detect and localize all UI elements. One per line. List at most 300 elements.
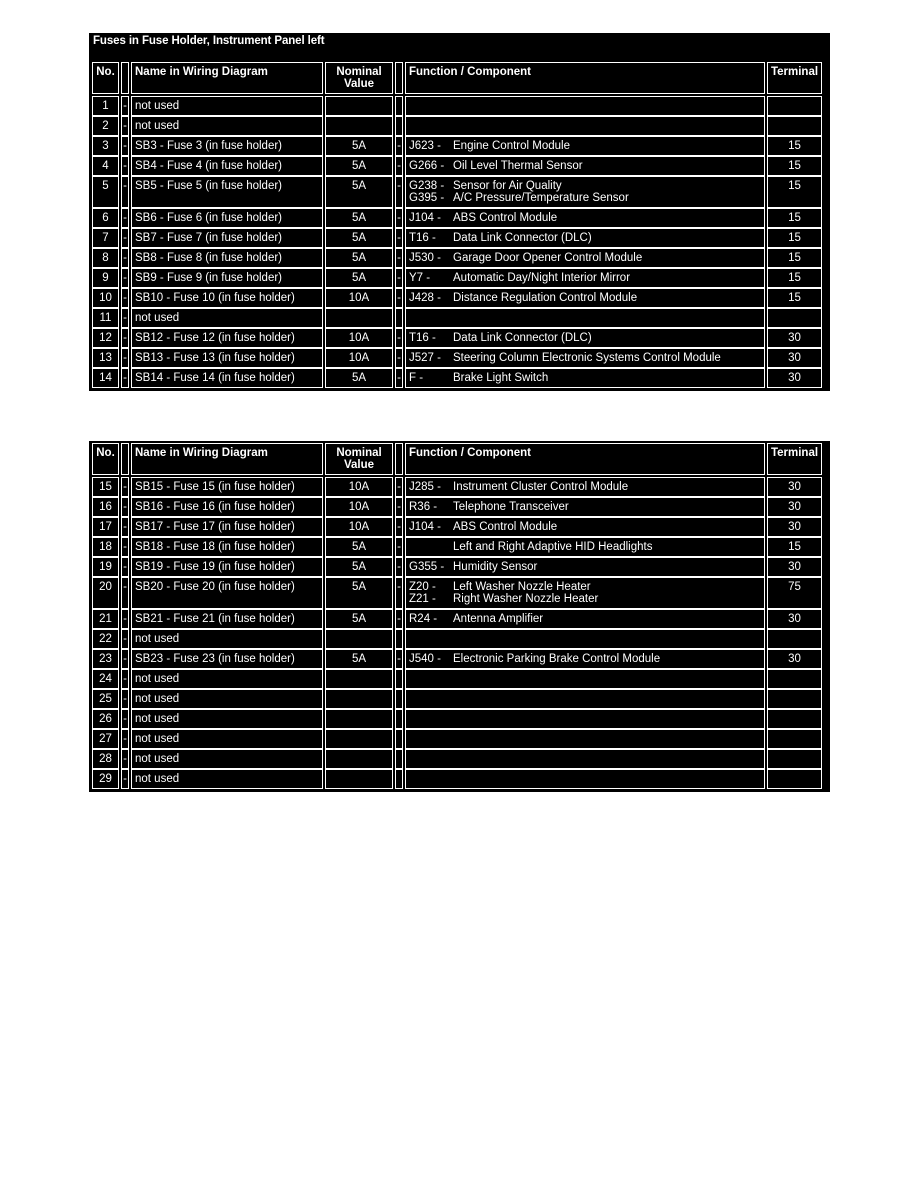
component-description: Garage Door Opener Control Module — [453, 252, 643, 264]
fuse-number: 17 — [92, 517, 119, 537]
function-component — [405, 609, 765, 629]
component-line — [409, 561, 764, 573]
header-name: Name in Wiring Diagram — [131, 443, 323, 475]
component-description: Sensor for Air Quality — [453, 180, 562, 192]
function-component — [405, 669, 765, 689]
fuse-number: 29 — [92, 769, 119, 789]
table-row — [89, 96, 830, 116]
table-row — [89, 517, 830, 537]
function-dash: - — [395, 557, 403, 577]
function-dash: - — [395, 477, 403, 497]
nominal-value — [325, 308, 393, 328]
fuse-number: 20 — [92, 577, 119, 609]
wiring-diagram-name: SB18 - Fuse 18 (in fuse holder) — [131, 537, 323, 557]
header-nominal-value — [325, 62, 393, 94]
table-row — [89, 497, 830, 517]
nominal-value: 5A — [325, 136, 393, 156]
terminal — [767, 96, 822, 116]
function-component — [405, 517, 765, 537]
header-function: Function / Component — [405, 62, 765, 94]
function-component — [405, 268, 765, 288]
fuse-number: 23 — [92, 649, 119, 669]
row-dash: - — [121, 208, 129, 228]
nominal-value: 10A — [325, 328, 393, 348]
fuse-number: 6 — [92, 208, 119, 228]
row-dash: - — [121, 629, 129, 649]
component-line — [409, 252, 764, 264]
row-dash: - — [121, 288, 129, 308]
fuse-number: 22 — [92, 629, 119, 649]
component-code: J428 - — [409, 292, 441, 304]
component-code: Y7 - — [409, 272, 431, 284]
header-no: No. — [92, 62, 119, 94]
component-description: Humidity Sensor — [453, 561, 538, 573]
wiring-diagram-name: not used — [131, 749, 323, 769]
fuse-number: 25 — [92, 689, 119, 709]
row-dash: - — [121, 116, 129, 136]
header-function: Function / Component — [405, 443, 765, 475]
function-component — [405, 769, 765, 789]
header-spacer — [395, 62, 403, 94]
function-component — [405, 629, 765, 649]
fuse-number: 8 — [92, 248, 119, 268]
component-line — [409, 232, 764, 244]
header-name: Name in Wiring Diagram — [131, 62, 323, 94]
table-row — [89, 308, 830, 328]
fuse-number: 11 — [92, 308, 119, 328]
nominal-value: 5A — [325, 649, 393, 669]
table-row — [89, 208, 830, 228]
function-component — [405, 709, 765, 729]
component-code: J527 - — [409, 352, 441, 364]
terminal — [767, 669, 822, 689]
nominal-value — [325, 709, 393, 729]
table-row — [89, 649, 830, 669]
wiring-diagram-name: not used — [131, 116, 323, 136]
table-row — [89, 156, 830, 176]
function-dash: - — [395, 328, 403, 348]
row-dash: - — [121, 537, 129, 557]
function-dash — [395, 749, 403, 769]
table-row — [89, 749, 830, 769]
terminal: 15 — [767, 228, 822, 248]
wiring-diagram-name: SB3 - Fuse 3 (in fuse holder) — [131, 136, 323, 156]
function-component — [405, 136, 765, 156]
table-row — [89, 769, 830, 789]
terminal — [767, 769, 822, 789]
component-code: T16 - — [409, 232, 436, 244]
function-dash — [395, 709, 403, 729]
component-description: Automatic Day/Night Interior Mirror — [453, 272, 631, 284]
table-row — [89, 328, 830, 348]
wiring-diagram-name: SB15 - Fuse 15 (in fuse holder) — [131, 477, 323, 497]
fuse-number: 9 — [92, 268, 119, 288]
nominal-value — [325, 669, 393, 689]
table-row — [89, 689, 830, 709]
row-dash: - — [121, 497, 129, 517]
component-line — [409, 160, 764, 172]
component-code: Z20 - — [409, 581, 436, 593]
component-line — [409, 352, 764, 364]
component-description: Distance Regulation Control Module — [453, 292, 638, 304]
row-dash: - — [121, 136, 129, 156]
terminal: 30 — [767, 348, 822, 368]
function-component — [405, 228, 765, 248]
component-code: J623 - — [409, 140, 441, 152]
component-line — [409, 212, 764, 224]
header-terminal: Terminal — [767, 443, 822, 475]
component-line — [409, 272, 764, 284]
wiring-diagram-name: SB16 - Fuse 16 (in fuse holder) — [131, 497, 323, 517]
component-line — [409, 481, 764, 493]
function-dash — [395, 729, 403, 749]
row-dash: - — [121, 609, 129, 629]
terminal: 30 — [767, 609, 822, 629]
nominal-value: 5A — [325, 208, 393, 228]
table-row — [89, 669, 830, 689]
terminal: 30 — [767, 368, 822, 388]
nominal-value: 10A — [325, 348, 393, 368]
function-component — [405, 497, 765, 517]
component-line — [409, 613, 764, 625]
component-line — [409, 332, 764, 344]
fuse-number: 4 — [92, 156, 119, 176]
component-description: Antenna Amplifier — [453, 613, 544, 625]
terminal: 15 — [767, 268, 822, 288]
header-nominal-value — [325, 443, 393, 475]
row-dash: - — [121, 749, 129, 769]
component-description: Left Washer Nozzle Heater — [453, 581, 591, 593]
component-description: Engine Control Module — [453, 140, 570, 152]
header-spacer — [121, 62, 129, 94]
component-code: J530 - — [409, 252, 441, 264]
component-code: G238 - — [409, 180, 445, 192]
function-dash: - — [395, 517, 403, 537]
wiring-diagram-name: SB12 - Fuse 12 (in fuse holder) — [131, 328, 323, 348]
row-dash: - — [121, 669, 129, 689]
fuse-number: 18 — [92, 537, 119, 557]
row-dash: - — [121, 308, 129, 328]
component-line — [409, 140, 764, 152]
function-dash: - — [395, 136, 403, 156]
fuse-number: 7 — [92, 228, 119, 248]
fuse-number: 27 — [92, 729, 119, 749]
row-dash: - — [121, 517, 129, 537]
terminal: 30 — [767, 328, 822, 348]
component-code: G395 - — [409, 192, 445, 204]
terminal — [767, 629, 822, 649]
terminal — [767, 709, 822, 729]
row-dash: - — [121, 729, 129, 749]
nominal-value: 5A — [325, 156, 393, 176]
terminal: 30 — [767, 649, 822, 669]
row-dash: - — [121, 769, 129, 789]
table-title: Fuses in Fuse Holder, Instrument Panel left — [93, 35, 325, 47]
header-nominal-line2: Value — [343, 459, 375, 471]
terminal — [767, 729, 822, 749]
table-row — [89, 136, 830, 156]
fuse-number: 24 — [92, 669, 119, 689]
component-code: R24 - — [409, 613, 438, 625]
wiring-diagram-name: not used — [131, 689, 323, 709]
fuse-number: 3 — [92, 136, 119, 156]
terminal: 75 — [767, 577, 822, 609]
header-spacer — [121, 443, 129, 475]
row-dash: - — [121, 328, 129, 348]
nominal-value: 5A — [325, 557, 393, 577]
fuse-table-1 — [89, 33, 830, 391]
row-dash: - — [121, 577, 129, 609]
row-dash: - — [121, 176, 129, 208]
function-dash: - — [395, 497, 403, 517]
component-code: J104 - — [409, 521, 441, 533]
wiring-diagram-name: SB10 - Fuse 10 (in fuse holder) — [131, 288, 323, 308]
component-description: Steering Column Electronic Systems Control Module — [453, 352, 721, 364]
header-nominal-line1: Nominal — [336, 447, 382, 459]
function-dash: - — [395, 537, 403, 557]
terminal: 15 — [767, 208, 822, 228]
header-spacer — [395, 443, 403, 475]
component-code: Z21 - — [409, 593, 436, 605]
nominal-value: 10A — [325, 517, 393, 537]
component-line — [409, 372, 764, 384]
wiring-diagram-name: SB19 - Fuse 19 (in fuse holder) — [131, 557, 323, 577]
function-component — [405, 176, 765, 208]
row-dash: - — [121, 368, 129, 388]
nominal-value — [325, 96, 393, 116]
component-line — [409, 180, 764, 192]
table-row — [89, 629, 830, 649]
row-dash: - — [121, 348, 129, 368]
function-dash — [395, 669, 403, 689]
function-dash — [395, 629, 403, 649]
function-dash — [395, 116, 403, 136]
header-nominal-line1: Nominal — [336, 66, 382, 78]
component-code: G355 - — [409, 561, 445, 573]
row-dash: - — [121, 649, 129, 669]
row-dash: - — [121, 156, 129, 176]
component-line — [409, 653, 764, 665]
fuse-number: 14 — [92, 368, 119, 388]
row-dash: - — [121, 248, 129, 268]
wiring-diagram-name: not used — [131, 729, 323, 749]
table-row — [89, 729, 830, 749]
component-code: J104 - — [409, 212, 441, 224]
terminal — [767, 689, 822, 709]
component-description: Left and Right Adaptive HID Headlights — [453, 541, 653, 553]
fuse-number: 16 — [92, 497, 119, 517]
function-component — [405, 96, 765, 116]
function-component — [405, 689, 765, 709]
wiring-diagram-name: not used — [131, 769, 323, 789]
wiring-diagram-name: SB4 - Fuse 4 (in fuse holder) — [131, 156, 323, 176]
component-description: A/C Pressure/Temperature Sensor — [453, 192, 629, 204]
component-code: J285 - — [409, 481, 441, 493]
wiring-diagram-name: SB17 - Fuse 17 (in fuse holder) — [131, 517, 323, 537]
function-dash: - — [395, 649, 403, 669]
component-line — [409, 192, 764, 204]
wiring-diagram-name: SB7 - Fuse 7 (in fuse holder) — [131, 228, 323, 248]
wiring-diagram-name: not used — [131, 669, 323, 689]
table-row — [89, 268, 830, 288]
function-dash: - — [395, 609, 403, 629]
table-row — [89, 477, 830, 497]
component-description: Brake Light Switch — [453, 372, 549, 384]
terminal — [767, 749, 822, 769]
nominal-value — [325, 729, 393, 749]
fuse-number: 15 — [92, 477, 119, 497]
function-component — [405, 368, 765, 388]
function-dash: - — [395, 228, 403, 248]
wiring-diagram-name: not used — [131, 629, 323, 649]
row-dash: - — [121, 709, 129, 729]
wiring-diagram-name: SB13 - Fuse 13 (in fuse holder) — [131, 348, 323, 368]
component-line — [409, 292, 764, 304]
terminal: 30 — [767, 517, 822, 537]
wiring-diagram-name: SB23 - Fuse 23 (in fuse holder) — [131, 649, 323, 669]
function-component — [405, 729, 765, 749]
function-component — [405, 477, 765, 497]
terminal: 30 — [767, 497, 822, 517]
terminal: 30 — [767, 557, 822, 577]
function-component — [405, 328, 765, 348]
table-row — [89, 609, 830, 629]
table-row — [89, 248, 830, 268]
function-component — [405, 749, 765, 769]
header-terminal: Terminal — [767, 62, 822, 94]
row-dash: - — [121, 689, 129, 709]
component-description: ABS Control Module — [453, 521, 558, 533]
nominal-value: 5A — [325, 268, 393, 288]
nominal-value: 5A — [325, 577, 393, 609]
row-dash: - — [121, 477, 129, 497]
component-line — [409, 581, 764, 593]
wiring-diagram-name: SB9 - Fuse 9 (in fuse holder) — [131, 268, 323, 288]
terminal: 15 — [767, 176, 822, 208]
terminal: 15 — [767, 537, 822, 557]
function-component — [405, 288, 765, 308]
component-code: J540 - — [409, 653, 441, 665]
wiring-diagram-name: not used — [131, 709, 323, 729]
component-code: G266 - — [409, 160, 445, 172]
function-dash: - — [395, 348, 403, 368]
function-dash: - — [395, 248, 403, 268]
nominal-value: 10A — [325, 497, 393, 517]
function-dash: - — [395, 208, 403, 228]
wiring-diagram-name: SB20 - Fuse 20 (in fuse holder) — [131, 577, 323, 609]
nominal-value — [325, 769, 393, 789]
row-dash: - — [121, 557, 129, 577]
function-component — [405, 557, 765, 577]
nominal-value: 5A — [325, 368, 393, 388]
nominal-value: 5A — [325, 176, 393, 208]
function-dash: - — [395, 268, 403, 288]
table-row — [89, 537, 830, 557]
fuse-number: 28 — [92, 749, 119, 769]
component-description: Right Washer Nozzle Heater — [453, 593, 599, 605]
table-row — [89, 116, 830, 136]
component-code: T16 - — [409, 332, 436, 344]
terminal: 15 — [767, 136, 822, 156]
fuse-number: 1 — [92, 96, 119, 116]
nominal-value: 5A — [325, 248, 393, 268]
table-row — [89, 228, 830, 248]
terminal: 30 — [767, 477, 822, 497]
table-row — [89, 368, 830, 388]
nominal-value — [325, 629, 393, 649]
fuse-number: 5 — [92, 176, 119, 208]
wiring-diagram-name: SB21 - Fuse 21 (in fuse holder) — [131, 609, 323, 629]
table-row — [89, 709, 830, 729]
component-line — [409, 521, 764, 533]
nominal-value — [325, 689, 393, 709]
function-dash — [395, 96, 403, 116]
function-component — [405, 537, 765, 557]
fuse-number: 19 — [92, 557, 119, 577]
function-component — [405, 208, 765, 228]
fuse-number: 2 — [92, 116, 119, 136]
header-row — [89, 443, 830, 475]
nominal-value: 10A — [325, 477, 393, 497]
wiring-diagram-name: not used — [131, 308, 323, 328]
table-row — [89, 348, 830, 368]
function-dash: - — [395, 156, 403, 176]
component-description: ABS Control Module — [453, 212, 558, 224]
nominal-value: 5A — [325, 228, 393, 248]
function-component — [405, 649, 765, 669]
wiring-diagram-name: SB8 - Fuse 8 (in fuse holder) — [131, 248, 323, 268]
terminal — [767, 308, 822, 328]
terminal: 15 — [767, 248, 822, 268]
fuse-number: 10 — [92, 288, 119, 308]
fuse-table-2 — [89, 441, 830, 792]
component-description: Data Link Connector (DLC) — [453, 232, 592, 244]
nominal-value: 10A — [325, 288, 393, 308]
header-no: No. — [92, 443, 119, 475]
nominal-value — [325, 749, 393, 769]
function-dash — [395, 308, 403, 328]
component-description: Instrument Cluster Control Module — [453, 481, 629, 493]
component-line — [409, 541, 764, 553]
header-nominal-line2: Value — [343, 78, 375, 90]
terminal — [767, 116, 822, 136]
table-row — [89, 288, 830, 308]
function-component — [405, 308, 765, 328]
nominal-value — [325, 116, 393, 136]
component-description: Electronic Parking Brake Control Module — [453, 653, 661, 665]
terminal: 15 — [767, 288, 822, 308]
nominal-value: 5A — [325, 537, 393, 557]
nominal-value: 5A — [325, 609, 393, 629]
function-dash: - — [395, 288, 403, 308]
component-description: Data Link Connector (DLC) — [453, 332, 592, 344]
terminal: 15 — [767, 156, 822, 176]
function-dash — [395, 689, 403, 709]
function-component — [405, 577, 765, 609]
wiring-diagram-name: SB14 - Fuse 14 (in fuse holder) — [131, 368, 323, 388]
component-line — [409, 501, 764, 513]
wiring-diagram-name: SB5 - Fuse 5 (in fuse holder) — [131, 176, 323, 208]
component-description: Oil Level Thermal Sensor — [453, 160, 583, 172]
row-dash: - — [121, 228, 129, 248]
row-dash: - — [121, 96, 129, 116]
component-description: Telephone Transceiver — [453, 501, 569, 513]
function-component — [405, 116, 765, 136]
component-code: F - — [409, 372, 424, 384]
component-line — [409, 593, 764, 605]
component-code: R36 - — [409, 501, 438, 513]
row-dash: - — [121, 268, 129, 288]
